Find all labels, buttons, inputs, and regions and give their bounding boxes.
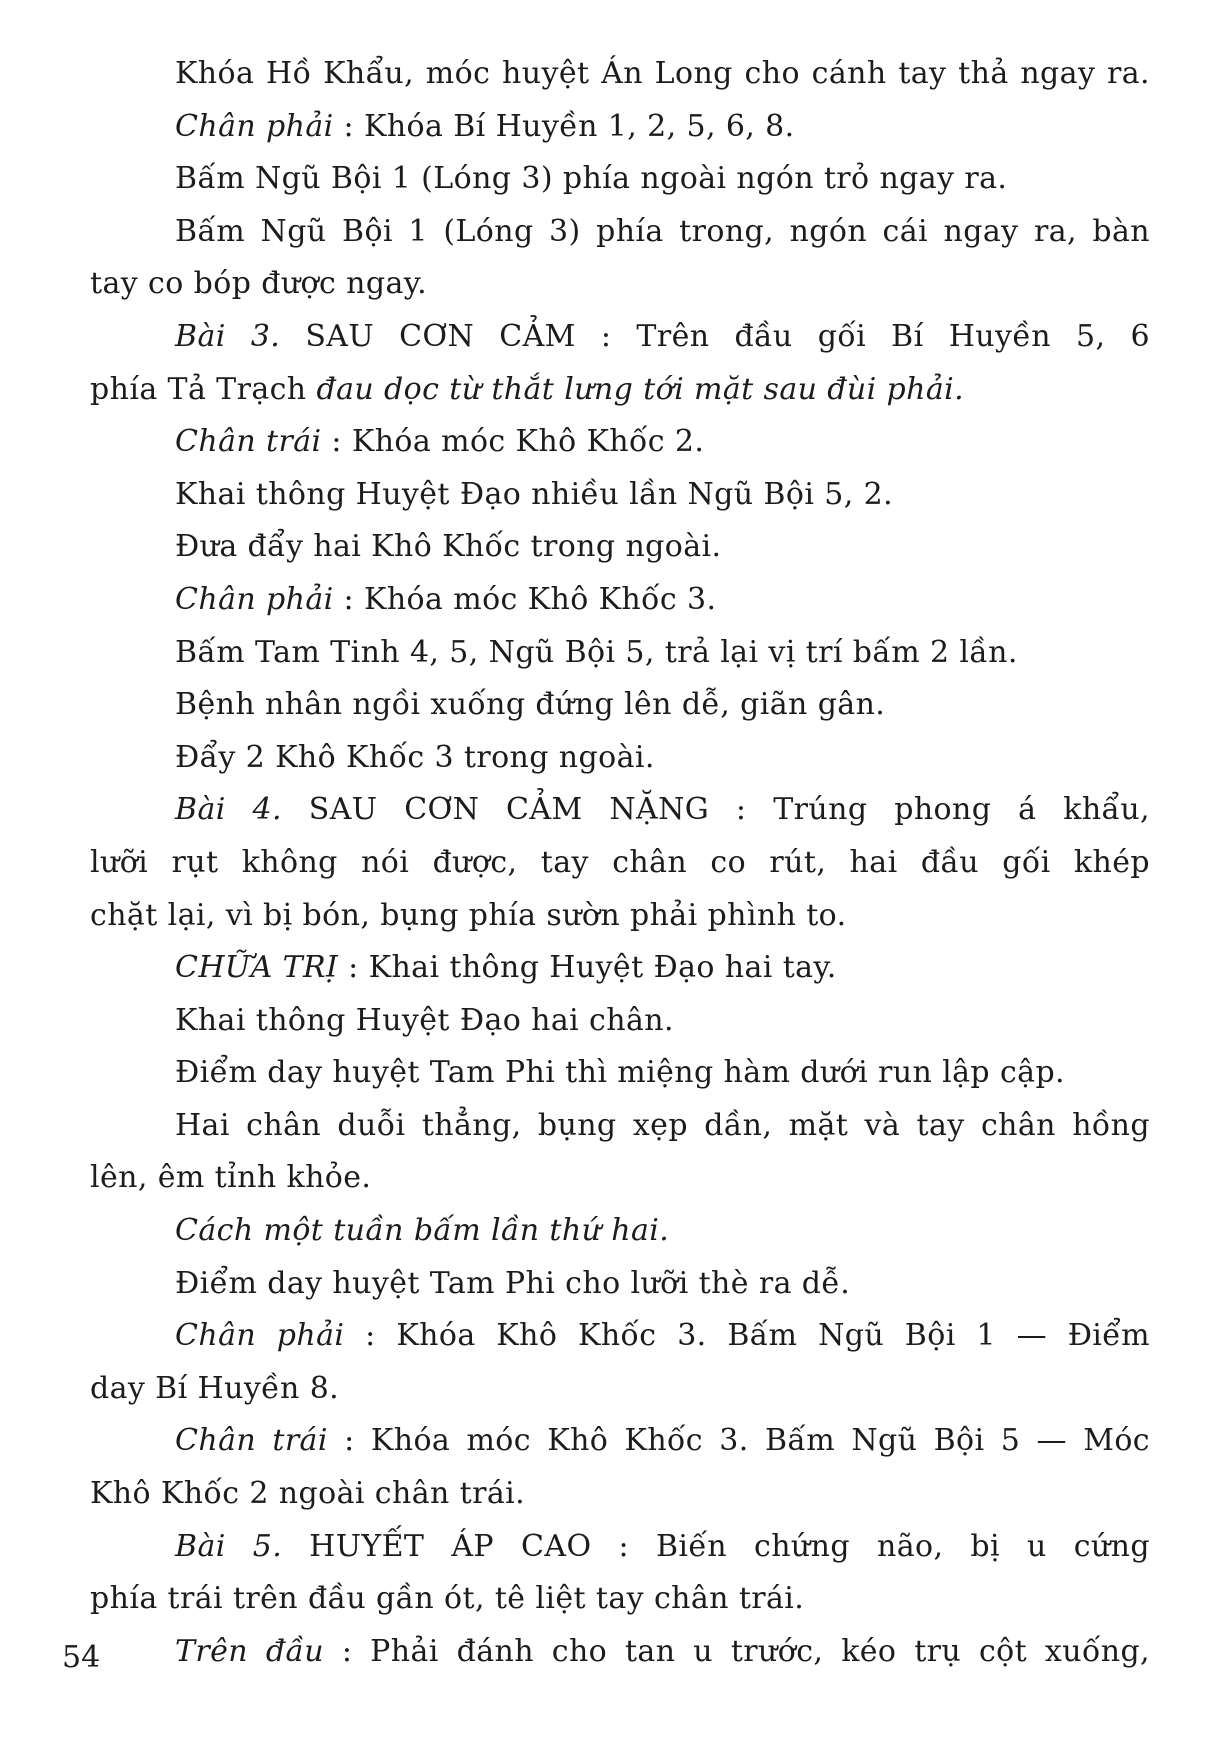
text-line: Điểm day huyệt Tam Phi thì miệng hàm dưới run lập cập. xyxy=(175,1055,1065,1091)
text-line: phía trái trên đầu gần ót, tê liệt tay chân trái. xyxy=(90,1581,805,1617)
text-line: chặt lại, vì bị bón, bụng phía sườn phải phình to. xyxy=(90,897,847,933)
page-number: 54 xyxy=(62,1640,101,1675)
text-line: Cách một tuần bấm lần thứ hai. xyxy=(175,1213,670,1249)
text-line: Bấm Tam Tinh 4, 5, Ngũ Bội 5, trả lại vị trí bấm 2 lần. xyxy=(175,634,1018,670)
text-line: Chân trái : Khóa móc Khô Khốc 2. xyxy=(175,424,705,460)
text-line: tay co bóp được ngay. xyxy=(90,266,428,302)
text-line: phía Tả Trạch đau dọc từ thắt lưng tới mặt sau đùi phải. xyxy=(90,371,965,407)
body-text xyxy=(90,48,1150,1678)
text-line: CHỮA TRỊ : Khai thông Huyệt Đạo hai tay. xyxy=(175,950,837,986)
text-line: Khai thông Huyệt Đạo nhiều lần Ngũ Bội 5, 2. xyxy=(175,476,894,512)
text-line: Trên đầu : Phải đánh cho tan u trước, kéo trụ cột xuống, xyxy=(175,1633,1150,1669)
text-line: Hai chân duỗi thẳng, bụng xẹp dần, mặt và tay chân hồng xyxy=(175,1107,1150,1143)
text-line: Chân phải : Khóa Bí Huyền 1, 2, 5, 6, 8. xyxy=(175,108,795,144)
text-line: Bài 5. HUYẾT ÁP CAO : Biến chứng não, bị u cứng xyxy=(175,1528,1150,1564)
text-line: Chân trái : Khóa móc Khô Khốc 3. Bấm Ngũ Bội 5 — Móc xyxy=(175,1423,1151,1459)
text-line: lên, êm tỉnh khỏe. xyxy=(90,1160,372,1196)
text-line: Đẩy 2 Khô Khốc 3 trong ngoài. xyxy=(175,739,655,775)
text-line: lưỡi rụt không nói được, tay chân co rút, hai đầu gối khép xyxy=(90,844,1150,880)
text-line: Khai thông Huyệt Đạo hai chân. xyxy=(175,1002,674,1038)
text-line: Đưa đẩy hai Khô Khốc trong ngoài. xyxy=(175,529,722,565)
text-line: Bấm Ngũ Bội 1 (Lóng 3) phía ngoài ngón trỏ ngay ra. xyxy=(175,161,1008,197)
text-line: Chân phải : Khóa móc Khô Khốc 3. xyxy=(175,581,717,617)
text-line: day Bí Huyền 8. xyxy=(90,1370,340,1406)
text-line: Khô Khốc 2 ngoài chân trái. xyxy=(90,1476,526,1512)
text-line: Bài 3. SAU CƠN CẢM : Trên đầu gối Bí Huyền 5, 6 xyxy=(175,318,1151,354)
text-line: Khóa Hồ Khẩu, móc huyệt Án Long cho cánh tay thả ngay ra. xyxy=(175,56,1150,91)
text-line: Chân phải : Khóa Khô Khốc 3. Bấm Ngũ Bội 1 — Điểm xyxy=(175,1318,1151,1354)
text-line: Bệnh nhân ngồi xuống đứng lên dễ, giãn gân. xyxy=(175,687,886,723)
text-line: Bấm Ngũ Bội 1 (Lóng 3) phía trong, ngón cái ngay ra, bàn xyxy=(175,213,1150,249)
text-line: Điểm day huyệt Tam Phi cho lưỡi thè ra dễ. xyxy=(175,1265,851,1301)
text-line: Bài 4. SAU CƠN CẢM NẶNG : Trúng phong á khẩu, xyxy=(175,792,1150,828)
